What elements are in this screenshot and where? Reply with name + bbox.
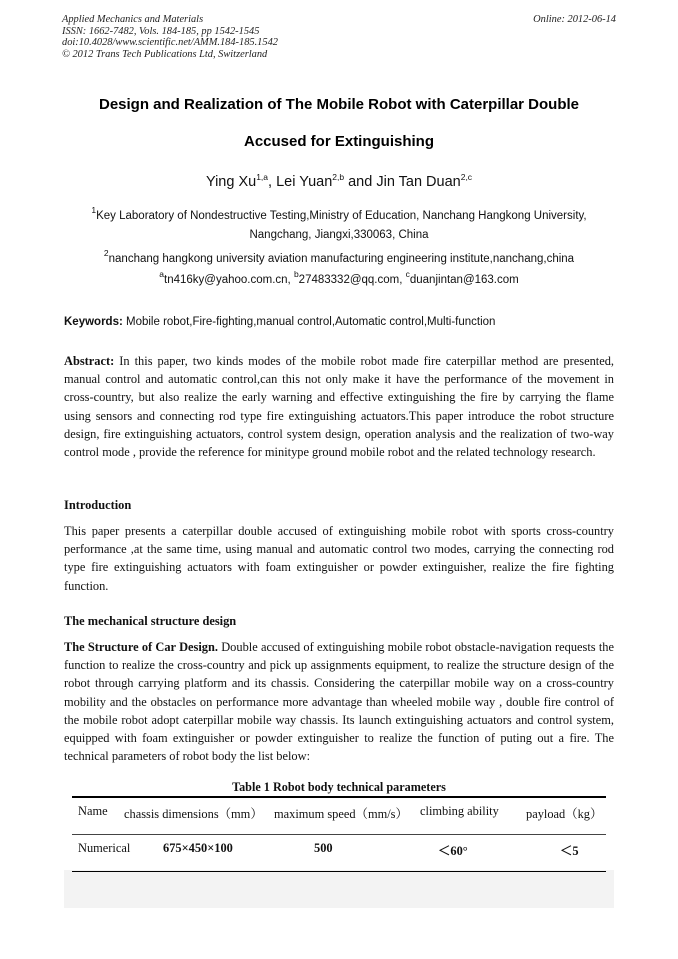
email-mark: b [293, 269, 299, 279]
affiliation-2 [60, 250, 618, 269]
author-emails [60, 269, 618, 286]
author-affil-mark: 2,b [332, 172, 345, 182]
table-row [72, 835, 606, 871]
table-bottom-rule [72, 871, 606, 873]
section-heading-introduction: Introduction [64, 498, 132, 512]
table-header-cell: payload（kg） [526, 806, 603, 821]
keywords-text: Mobile robot,Fire-fighting,manual control,Automatic control,Multi-function [122, 316, 496, 328]
author-affil-mark: 1,a [256, 172, 269, 182]
mechanical-paragraph [64, 638, 614, 765]
journal-header [62, 14, 616, 60]
table-header-cell: Name [78, 803, 108, 818]
abstract [64, 352, 614, 461]
mechanical-text: Double accused of extinguishing mobile robot obstacle-navigation requests the function to realize the cross-country and pick up assignments equipment, to realize the structure design of the robot through carrying platform and its chassis. Considering the caterpillar mobile way on a cross-country mobility and the obstacles on performance more advantage than wheeled mobile way , double fire control of the mobile robot adopt caterpillar mobile way chassis. Its launch extinguishing actuators and control system, equipped with foam extinguisher or powder extinguisher to realize the function of puting out a fire. The technical parameters of robot body the list below: [64, 640, 614, 764]
table-header-cell: maximum speed（mm/s） [274, 806, 408, 821]
keywords [64, 316, 614, 328]
author-separator: and [344, 174, 377, 190]
subsection-label: The Structure of Car Design. [64, 640, 218, 654]
affil-text: Key Laboratory of Nondestructive Testing,Ministry of Education, Nanchang Hangkong University, [96, 210, 587, 222]
paper-title-line-2: Accused for Extinguishing [243, 133, 435, 150]
email-link[interactable]: 27483332@qq.com, [298, 274, 406, 286]
table-header-row [72, 798, 606, 834]
author-affil-mark: 2,c [460, 172, 473, 182]
online-date: Online: 2012-06-14 [533, 14, 616, 25]
parameters-table [72, 796, 606, 872]
table-cell: 675×450×100 [163, 840, 233, 855]
email-link[interactable]: duanjintan@163.com [409, 274, 519, 286]
author-list [40, 174, 638, 190]
affil-text: Nangchang, Jiangxi,330063, China [249, 229, 429, 241]
issn-line: ISSN: 1662-7482, Vols. 184-185, pp 1542-1545 [62, 25, 260, 37]
author-name: Ying Xu [205, 174, 257, 190]
email-mark: c [405, 269, 410, 279]
abstract-label: Abstract: [64, 354, 115, 368]
author-separator: , [268, 174, 277, 190]
abstract-text: In this paper, two kinds modes of the mobile robot made fire caterpillar method are presented, manual control and automatic control,can this not only make it have the performance of the movement in cross-country, but also realize the early warning and effective extinguishing the fire by carrying the flame using sensors and connecting rod type fire extinguishing actuators.This paper introduce the robot structure design, fire extinguishing actuators, control system design, operation analysis and the realization of two-way control mode , provide the reference for minitype ground mobile robot and the related technology research. [64, 354, 614, 460]
keywords-label: Keywords: [64, 316, 123, 328]
affil-text: nanchang hangkong university aviation manufacturing engineering institute,nanchang,china [108, 253, 575, 265]
paper-title-line-1: Design and Realization of The Mobile Robot with Caterpillar Double [98, 96, 580, 113]
copyright-line: © 2012 Trans Tech Publications Ltd, Switzerland [62, 48, 268, 60]
table-cell: 500 [314, 840, 333, 855]
table-shading [64, 870, 614, 908]
author-name: Lei Yuan [276, 174, 333, 190]
affil-number: 2 [103, 248, 109, 258]
affil-number: 1 [91, 205, 97, 215]
table-header-cell: climbing ability [420, 803, 499, 818]
table-header-cell: chassis dimensions（mm） [124, 806, 263, 821]
introduction-paragraph: This paper presents a caterpillar double accused of extinguishing mobile robot with sports cross-country performance ,at the same time, using manual and automatic control two modes, carrying the connecting rod type fire extinguishing actuators with foam extinguisher or powder extinguisher, realize the fire fighting function. [64, 524, 614, 593]
email-mark: a [159, 269, 164, 279]
table-cell: ＜60° [438, 843, 468, 858]
section-heading-mechanical: The mechanical structure design [64, 614, 237, 628]
table-cell: ＜5 [560, 843, 579, 858]
doi-line: doi:10.4028/www.scientific.net/AMM.184-185.1542 [62, 37, 278, 49]
email-link[interactable]: tn416ky@yahoo.com.cn, [164, 274, 294, 286]
journal-name: Applied Mechanics and Materials [62, 14, 204, 25]
table-caption: Table 1 Robot body technical parameters [232, 780, 446, 794]
affiliation-1 [60, 207, 618, 245]
author-name: Jin Tan Duan [376, 174, 461, 190]
table-cell: Numerical [78, 840, 131, 855]
